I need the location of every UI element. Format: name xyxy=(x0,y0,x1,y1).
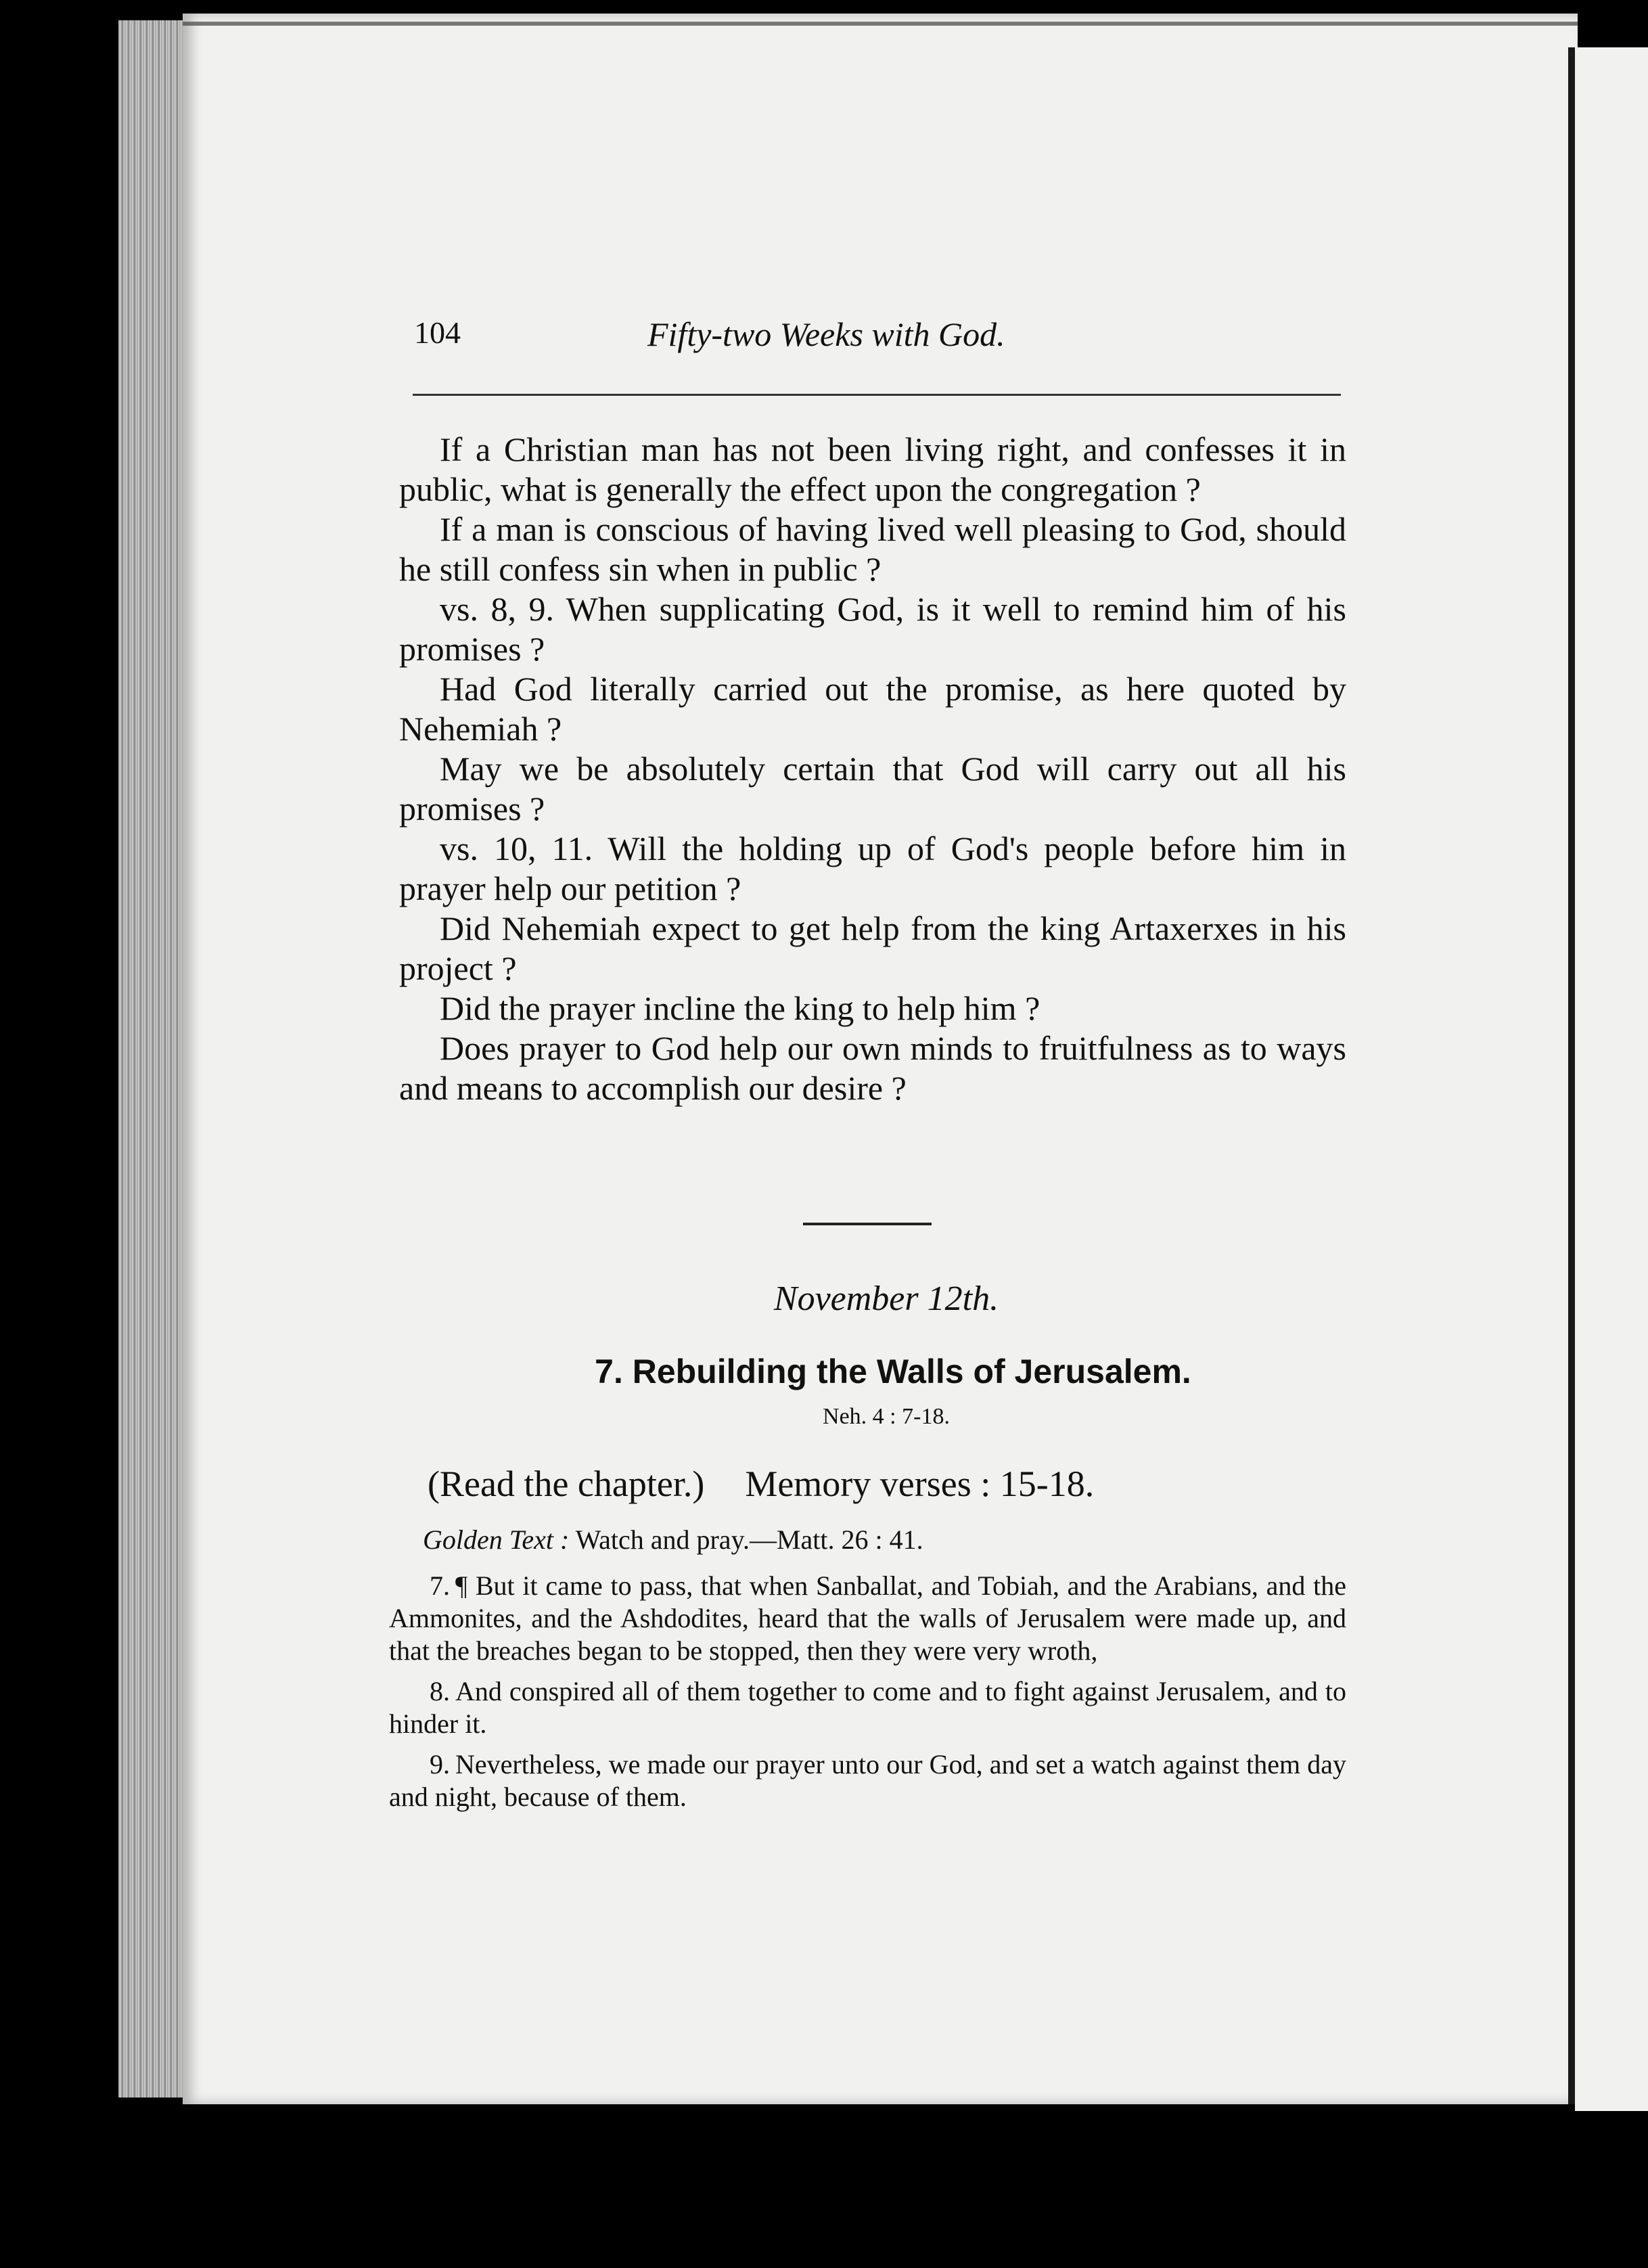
reading-note: (Read the chapter.) xyxy=(428,1464,705,1504)
discussion-questions xyxy=(399,430,1346,1108)
question-paragraph: vs. 10, 11. Will the holding up of God's people before him in prayer help our petition ? xyxy=(399,830,1346,907)
verse-text: Nevertheless, we made our prayer unto our God, and set a watch against them day and night, because of them. xyxy=(389,1749,1346,1812)
question-paragraph: If a man is conscious of having lived well pleasing to God, should he still confess sin when in public ? xyxy=(399,510,1346,588)
running-title: Fifty-two Weeks with God. xyxy=(647,315,1005,353)
scripture-verses xyxy=(389,1570,1346,1821)
verse-text: And conspired all of them together to come and to fight against Jerusalem, and to hinder it. xyxy=(389,1676,1346,1739)
header-rule xyxy=(413,394,1341,396)
golden-text-body: Watch and pray.—Matt. 26 : 41. xyxy=(575,1524,923,1555)
verse xyxy=(389,1675,1346,1740)
golden-text xyxy=(423,1524,1370,1556)
verse xyxy=(389,1570,1346,1667)
golden-text-label: Golden Text : xyxy=(423,1524,570,1555)
book-page-edges xyxy=(118,20,186,2097)
section-divider xyxy=(803,1223,932,1225)
page-number: 104 xyxy=(414,315,461,350)
question-paragraph: Had God literally carried out the promise, as here quoted by Nehemiah ? xyxy=(399,670,1346,748)
scripture-reference: Neh. 4 : 7-18. xyxy=(823,1404,950,1429)
lesson-date: November 12th. xyxy=(773,1279,999,1318)
verse xyxy=(389,1748,1346,1813)
lesson-title: 7. Rebuilding the Walls of Jerusalem. xyxy=(595,1353,1191,1390)
question-paragraph: vs. 8, 9. When supplicating God, is it well to remind him of his promises ? xyxy=(399,590,1346,668)
book-page xyxy=(183,14,1578,2104)
memory-verses: Memory verses : 15-18. xyxy=(745,1464,1095,1504)
reading-instructions xyxy=(428,1463,1375,1505)
question-paragraph: Does prayer to God help our own minds to fruitfulness as to ways and means to accomplish our desire ? xyxy=(399,1029,1346,1107)
question-paragraph: May we be absolutely certain that God will carry out all his promises ? xyxy=(399,750,1346,827)
question-paragraph: Did the prayer incline the king to help him ? xyxy=(440,989,1040,1027)
verse-text: ¶ But it came to pass, that when Sanballat, and Tobiah, and the Arabians, and the Ammonites, and the Ashdodites, heard that the walls of Jerusalem were made up, and that the breaches began to be stopped, then they were very wroth, xyxy=(389,1570,1346,1666)
verse-number: 8. xyxy=(430,1676,450,1706)
question-paragraph: If a Christian man has not been living right, and confesses it in public, what is generally the effect upon the congregation ? xyxy=(399,430,1346,508)
question-paragraph: Did Nehemiah expect to get help from the king Artaxerxes in his project ? xyxy=(399,909,1346,987)
page-header xyxy=(414,315,1361,362)
verse-number: 7. xyxy=(430,1570,450,1601)
book-gutter xyxy=(1568,47,1575,2104)
facing-page-edge xyxy=(1575,47,1648,2111)
verse-number: 9. xyxy=(430,1749,450,1779)
page-content xyxy=(183,14,1578,2104)
